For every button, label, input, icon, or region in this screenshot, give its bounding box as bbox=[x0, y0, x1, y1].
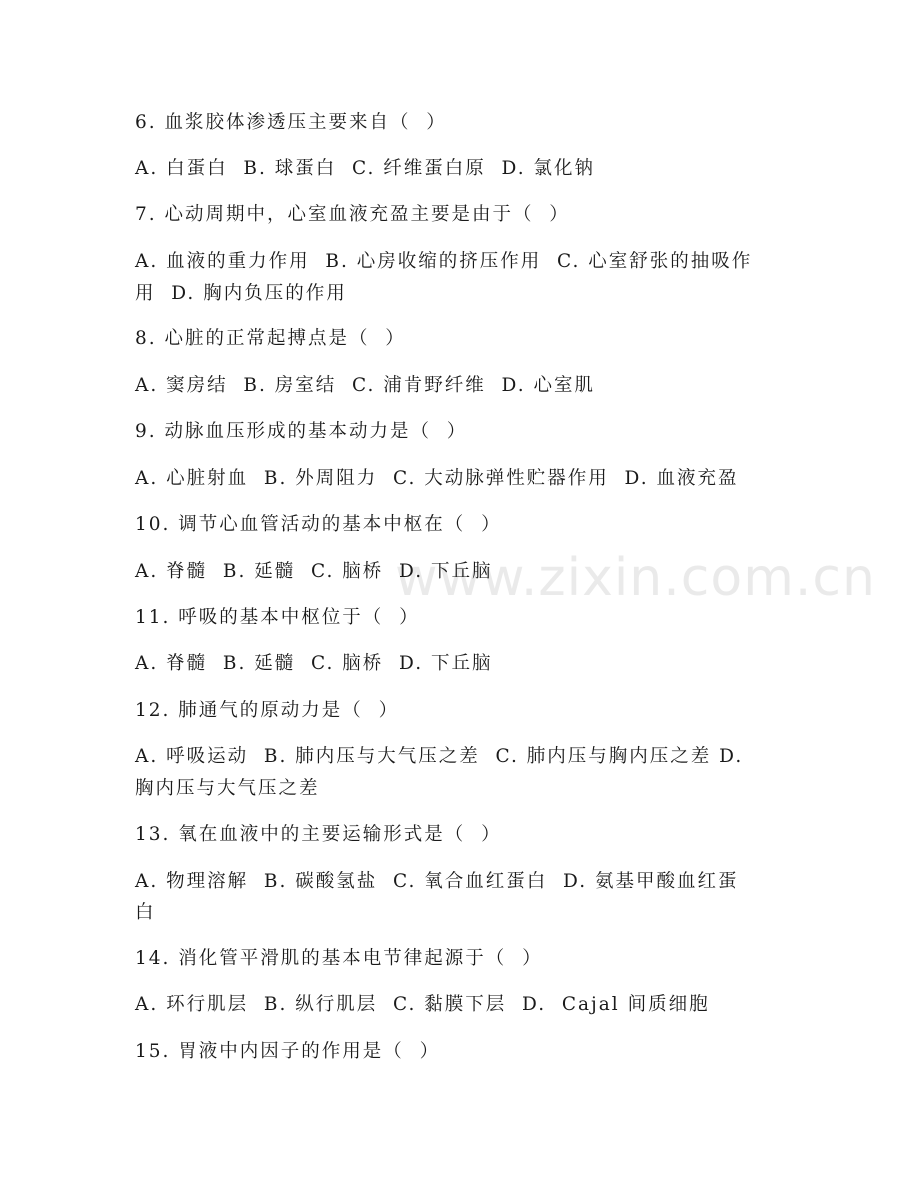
question-10: 10. 调节心血管活动的基本中枢在（ ） bbox=[135, 514, 502, 535]
options-9: A. 心脏射血 B. 外周阻力 C. 大动脉弹性贮器作用 D. 血液充盈 bbox=[135, 468, 739, 489]
options-11: A. 脊髓 B. 延髓 C. 脑桥 D. 下丘脑 bbox=[135, 653, 493, 674]
question-15: 15. 胃液中内因子的作用是（ ） bbox=[135, 1041, 441, 1062]
options-13-line-1: A. 物理溶解 B. 碳酸氢盐 C. 氧合血红蛋白 D. 氨基甲酸血红蛋 bbox=[135, 871, 739, 892]
question-7: 7. 心动周期中，心室血液充盈主要是由于（ ） bbox=[135, 204, 570, 225]
question-8: 8. 心脏的正常起搏点是（ ） bbox=[135, 328, 406, 349]
question-14: 14. 消化管平滑肌的基本电节律起源于（ ） bbox=[135, 948, 543, 969]
question-11: 11. 呼吸的基本中枢位于（ ） bbox=[135, 607, 420, 628]
question-12: 12. 肺通气的原动力是（ ） bbox=[135, 700, 400, 721]
options-12-line-2: 胸内压与大气压之差 bbox=[135, 778, 320, 799]
question-6: 6. 血浆胶体渗透压主要来自（ ） bbox=[135, 112, 447, 133]
question-9: 9. 动脉血压形成的基本动力是（ ） bbox=[135, 421, 468, 442]
options-13-line-2: 白 bbox=[135, 902, 156, 923]
options-10: A. 脊髓 B. 延髓 C. 脑桥 D. 下丘脑 bbox=[135, 561, 493, 582]
options-12-line-1: A. 呼吸运动 B. 肺内压与大气压之差 C. 肺内压与胸内压之差 D. bbox=[135, 746, 744, 767]
options-7-line-1: A. 血液的重力作用 B. 心房收缩的挤压作用 C. 心室舒张的抽吸作 bbox=[135, 251, 753, 272]
options-7-line-2: 用 D. 胸内负压的作用 bbox=[135, 283, 347, 304]
options-14: A. 环行肌层 B. 纵行肌层 C. 黏膜下层 D. Cajal 间质细胞 bbox=[135, 994, 710, 1015]
options-8: A. 窦房结 B. 房室结 C. 浦肯野纤维 D. 心室肌 bbox=[135, 375, 595, 396]
question-13: 13. 氧在血液中的主要运输形式是（ ） bbox=[135, 824, 502, 845]
watermark: www.zixin.com.cn bbox=[395, 548, 876, 608]
options-6: A. 白蛋白 B. 球蛋白 C. 纤维蛋白原 D. 氯化钠 bbox=[135, 158, 595, 179]
